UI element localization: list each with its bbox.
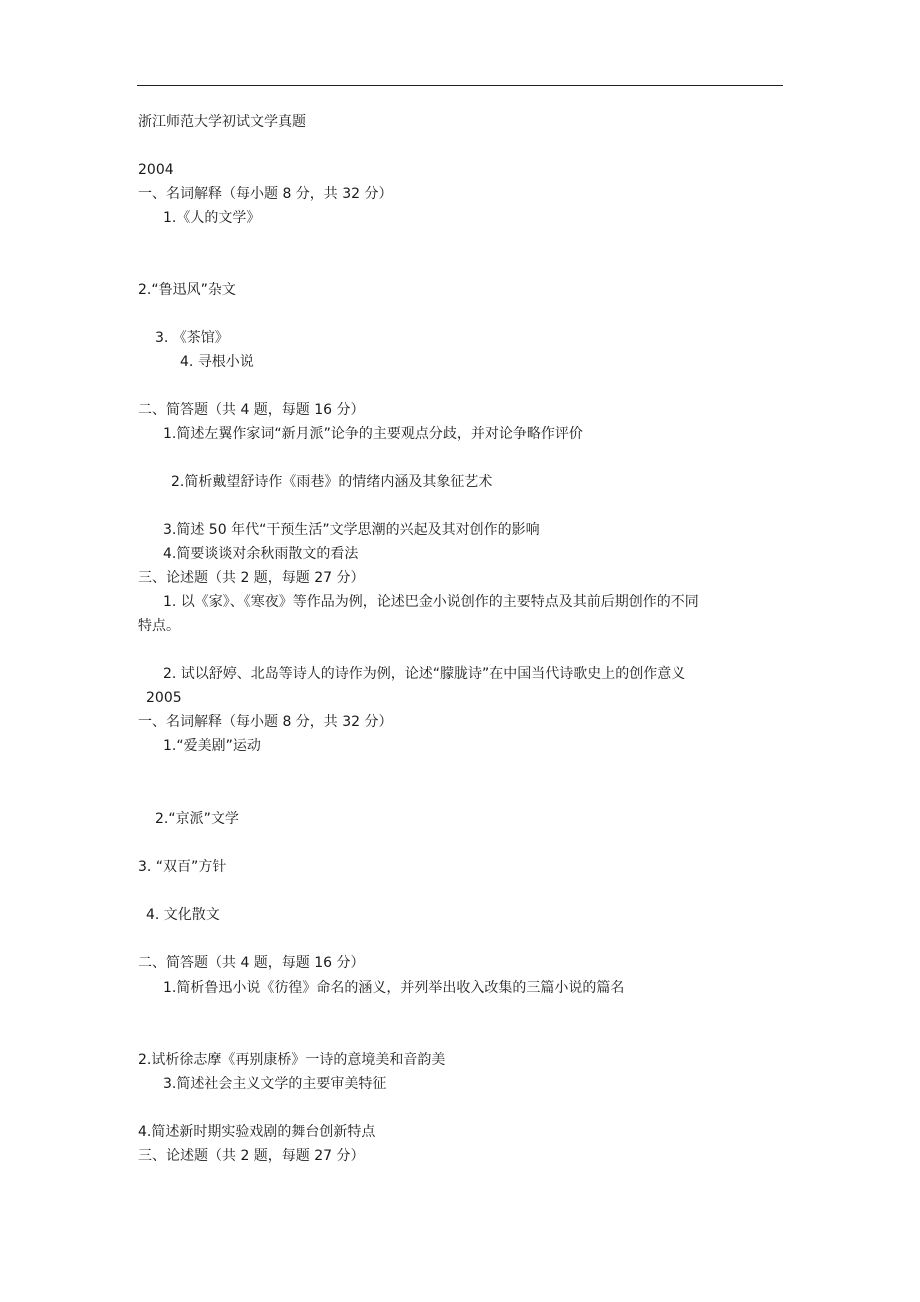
section-heading-2004-3: 三、论述题（共 2 题，每题 27 分） [138,570,365,586]
question-2004-1-4: 4. 寻根小说 [180,354,254,370]
question-2004-3-2: 2. 试以舒婷、北岛等诗人的诗作为例，论述“朦胧诗”在中国当代诗歌史上的创作意义 [163,666,686,682]
question-2005-1-3: 3. “双百”方针 [138,859,227,875]
question-2005-1-4: 4. 文化散文 [146,907,220,923]
year-2004-label: 2004 [138,162,174,178]
section-heading-2005-1: 一、名词解释（每小题 8 分，共 32 分） [138,714,393,730]
question-2005-2-1: 1.简析鲁迅小说《彷徨》命名的涵义，并列举出收入改集的三篇小说的篇名 [163,980,625,996]
question-2005-2-3: 3.简述社会主义文学的主要审美特征 [163,1076,387,1092]
question-2004-1-3: 3. 《茶馆》 [155,330,229,346]
question-2004-2-3: 3.简述 50 年代“干预生活”文学思潮的兴起及其对创作的影响 [163,522,540,538]
section-heading-2005-3: 三、论述题（共 2 题，每题 27 分） [138,1148,365,1164]
question-2004-2-4: 4.简要谈谈对余秋雨散文的看法 [163,546,359,562]
question-2004-2-2: 2.简析戴望舒诗作《雨巷》的情绪内涵及其象征艺术 [171,474,493,490]
section-heading-2005-2: 二、简答题（共 4 题，每题 16 分） [138,955,365,971]
header-rule [137,85,783,86]
question-2005-2-4: 4.简述新时期实验戏剧的舞台创新特点 [138,1124,376,1140]
year-2005-label: 2005 [146,690,182,706]
question-2004-1-2: 2.“鲁迅风”杂文 [138,282,236,298]
question-2004-3-1-continued: 特点。 [138,618,180,634]
document-title: 浙江师范大学初试文学真题 [138,114,306,130]
question-2005-1-1: 1.“爱美剧”运动 [163,738,261,754]
section-heading-2004-1: 一、名词解释（每小题 8 分，共 32 分） [138,186,393,202]
question-2005-1-2: 2.“京派”文学 [155,811,239,827]
question-2005-2-2: 2.试析徐志摩《再别康桥》一诗的意境美和音韵美 [138,1052,446,1068]
question-2004-3-1: 1. 以《家》、《寒夜》等作品为例，论述巴金小说创作的主要特点及其前后期创作的不同 [163,594,699,610]
question-2004-2-1: 1.简述左翼作家词“新月派”论争的主要观点分歧，并对论争略作评价 [163,426,583,442]
section-heading-2004-2: 二、简答题（共 4 题，每题 16 分） [138,402,365,418]
question-2004-1-1: 1.《人的文学》 [163,210,261,226]
